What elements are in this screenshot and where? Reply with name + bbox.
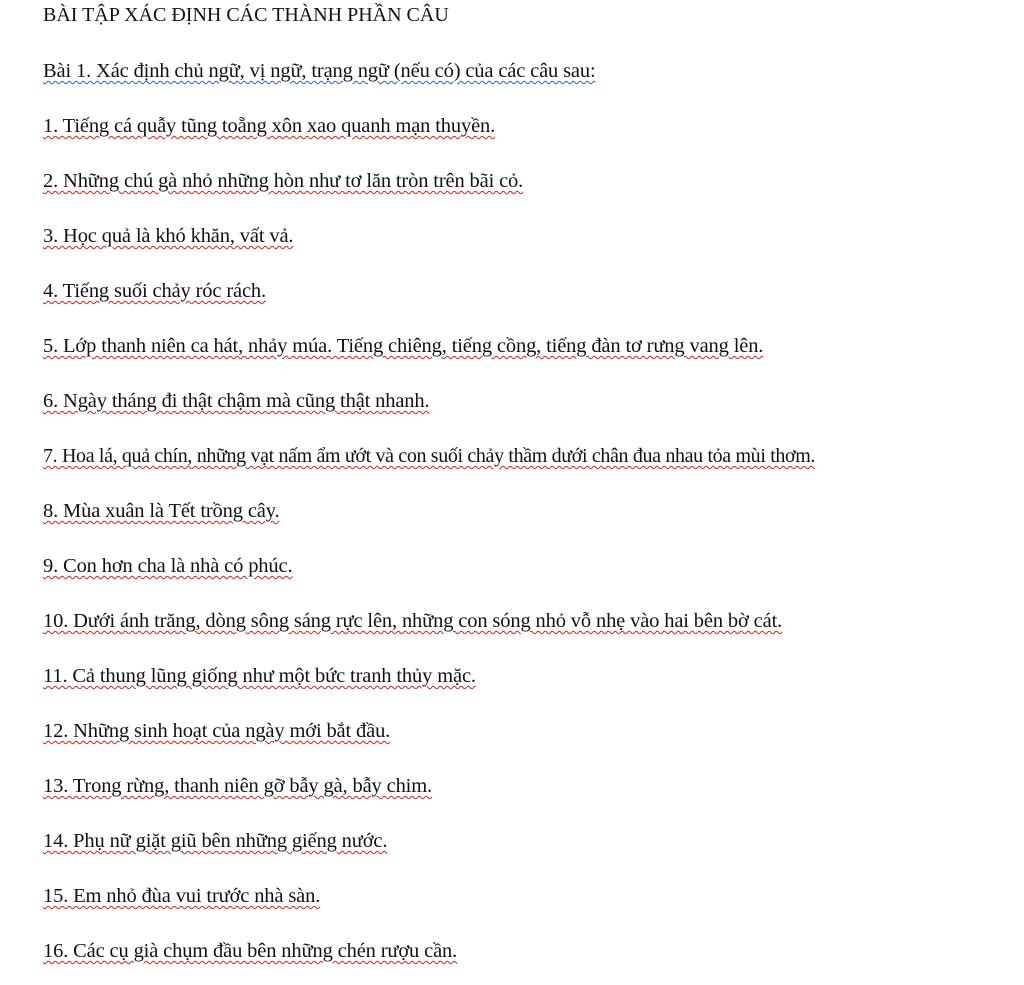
document-title: BÀI TẬP XÁC ĐỊNH CÁC THÀNH PHẦN CÂU: [43, 4, 449, 26]
list-item: 1. Tiếng cá quẫy tũng toẵng xôn xao quanh mạn thuyền.: [43, 115, 496, 137]
list-item: 15. Em nhỏ đùa vui trước nhà sàn.: [43, 885, 321, 907]
list-item: 12. Những sinh hoạt của ngày mới bắt đầu.: [43, 720, 391, 742]
list-item: 10. Dưới ánh trăng, dòng sông sáng rực lên, những con sóng nhỏ vỗ nhẹ vào hai bên bờ cát.: [43, 610, 783, 632]
list-item: 9. Con hơn cha là nhà có phúc.: [43, 555, 293, 577]
list-item: 5. Lớp thanh niên ca hát, nhảy múa. Tiếng chiêng, tiếng cồng, tiếng đàn tơ rưng vang lên.: [43, 335, 764, 357]
exercise-instruction: Bài 1. Xác định chủ ngữ, vị ngữ, trạng ngữ (nếu có) của các câu sau:: [43, 60, 596, 82]
list-item: 2. Những chú gà nhỏ những hòn như tơ lăn tròn trên bãi cỏ.: [43, 170, 524, 192]
list-item: 11. Cả thung lũng giống như một bức tranh thủy mặc.: [43, 665, 476, 687]
list-item: 4. Tiếng suối chảy róc rách.: [43, 280, 266, 302]
list-item: 7. Hoa lá, quả chín, những vạt nấm ẩm ướt và con suối chảy thầm dưới chân đua nhau tỏa mùi thơm.: [43, 445, 816, 467]
list-item: 6. Ngày tháng đi thật chậm mà cũng thật nhanh.: [43, 390, 430, 412]
list-item: 13. Trong rừng, thanh niên gỡ bẫy gà, bẫy chim.: [43, 775, 432, 797]
list-item: 16. Các cụ già chụm đầu bên những chén rượu cần.: [43, 940, 458, 962]
list-item: 3. Học quả là khó khăn, vất vả.: [43, 225, 294, 247]
list-item: 8. Mùa xuân là Tết trồng cây.: [43, 500, 280, 522]
list-item: 14. Phụ nữ giặt giũ bên những giếng nước.: [43, 830, 388, 852]
